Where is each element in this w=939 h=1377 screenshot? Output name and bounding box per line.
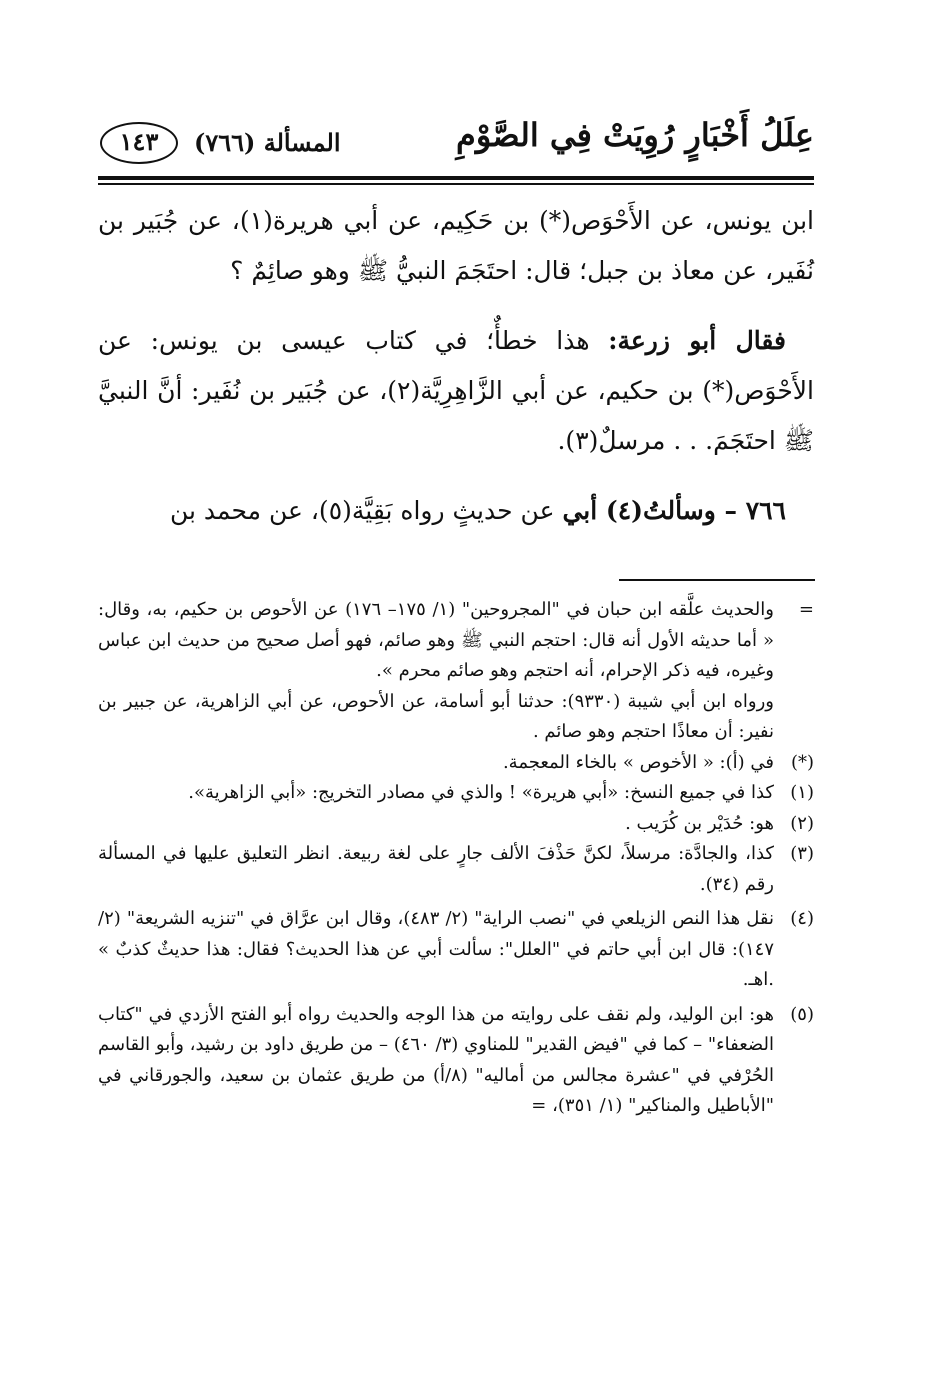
footnote-mark: [774, 687, 814, 748]
paragraph-2-speaker: فقال أبو زرعة:: [608, 326, 786, 355]
footnote-mark: (٥): [790, 1003, 814, 1025]
running-header: [98, 112, 814, 174]
paragraph-2-text: هذا خطأٌ؛ في كتاب عيسى بن يونس: عن الأَحْوَص(*) بن حكيم، عن أبي الزَّاهِرِيَّة(٢)، عن جُبَير بن نُفَير: أنَّ النبيَّ ﷺ احتَجَمَ. . . مرسلٌ(٣).: [98, 326, 814, 455]
paragraph-3-text: عن حديثٍ رواه بَقِيَّة(٥)، عن محمد بن: [169, 496, 563, 525]
footnote-text: في (أ): « الأخوص » بالخاء المعجمة.: [502, 751, 774, 773]
footnote-separator: [619, 579, 815, 581]
footnote-mark: (١): [790, 782, 814, 803]
footnote-text: كذا في جميع النسخ: «أبي هريرة» ! والذي في مصادر التخريج: «أبي الزاهرية».: [188, 782, 774, 803]
footnote-text: كذا، والجادَّة: مرسلاً، لكنَّ حَذْفَ الألف جارٍ على لغة ربيعة. انظر التعليق عليها في المسألة رقم (٣٤).: [98, 843, 774, 895]
footnote-text: نقل هذا النص الزيلعي في "نصب الراية" (٢/ ٤٨٣)، وقال ابن عرَّاق في "تنزيه الشريعة" (٢/ ١٤٧): قال ابن أبي حاتم في "العلل": سألت أبي عن هذا الحديث؟ فقال: هذا حديثٌ كذبٌ » .اهـ.: [98, 908, 774, 990]
masala-number: المسألة (٧٦٦): [194, 128, 341, 157]
paragraph-2: [98, 316, 814, 466]
footnote-text: والحديث علَّقه ابن حبان في "المجروحين" (١/ ١٧٥– ١٧٦) عن الأحوص بن حكيم، به، وقال: « أما حديثه الأول أنه قال: احتجم النبي ﷺ وهو صائم، فهو أصل صحيح من حديث ابن عباس وغيره، فيه ذكر الإحرام، أنه احتجم وهو صائم محرم ».: [98, 599, 774, 681]
footnote-4: [98, 904, 814, 996]
paragraph-3-lead: ٧٦٦ – وسألتُ(٤) أبي: [562, 496, 786, 525]
header-rule-thick: [98, 176, 814, 180]
footnote-3: [98, 839, 814, 900]
footnote-text: هو: حُدَيْر بن كُرَيب .: [625, 812, 774, 834]
main-text: [98, 196, 814, 536]
footnote-continuation-2: [98, 687, 814, 748]
footnote-5: [98, 1000, 814, 1122]
footnote-mark: (٢): [790, 812, 814, 834]
page-number: ١٤٣: [100, 122, 178, 164]
footnote-continuation: [98, 595, 814, 687]
footnotes: [98, 595, 814, 1122]
footnote-text: ورواه ابن أبي شيبة (٩٣٣٠): حدثنا أبو أسامة، عن الأحوص، عن أبي الزاهرية، عن جبير بن نفير: أن معاذًا احتجم وهو صائم .: [98, 690, 774, 742]
header-rule-thin: [98, 183, 814, 185]
footnote-star: [98, 748, 814, 779]
paragraph-1: ابن يونس، عن الأَحْوَص(*) بن حَكِيم، عن أبي هريرة(١)، عن جُبَير بن نُفَير، عن معاذ بن جبل؛ قال: احتَجَمَ النبيُّ ﷺ وهو صائِمٌ ؟: [98, 206, 815, 285]
footnote-mark: (*): [790, 751, 814, 773]
footnote-1: [98, 778, 814, 809]
paragraph-3: [98, 486, 814, 536]
footnote-mark: =: [798, 599, 814, 620]
footnote-mark: (٣): [790, 843, 814, 864]
footnote-mark: (٤): [790, 908, 814, 929]
book-title: عِلَلُ أَخْبَارٍ رُوِيَتْ فِي الصَّوْمِ: [456, 116, 814, 154]
footnote-text: هو: ابن الوليد، ولم نقف على روايته من هذا الوجه والحديث رواه أبو الفتح الأزدي في "كتاب الضعفاء" – كما في "فيض القدير" للمناوي (٣/ ٤٦٠) – من طريق داود بن رشيد، وأبو القاسم الحُرْفي في "عشرة مجالس من أماليه" (٨/أ) من طريق عثمان بن سعيد، والجورقاني في "الأباطيل والمناكير" (١/ ٣٥١)، =: [98, 1003, 774, 1116]
footnote-2: [98, 809, 814, 840]
